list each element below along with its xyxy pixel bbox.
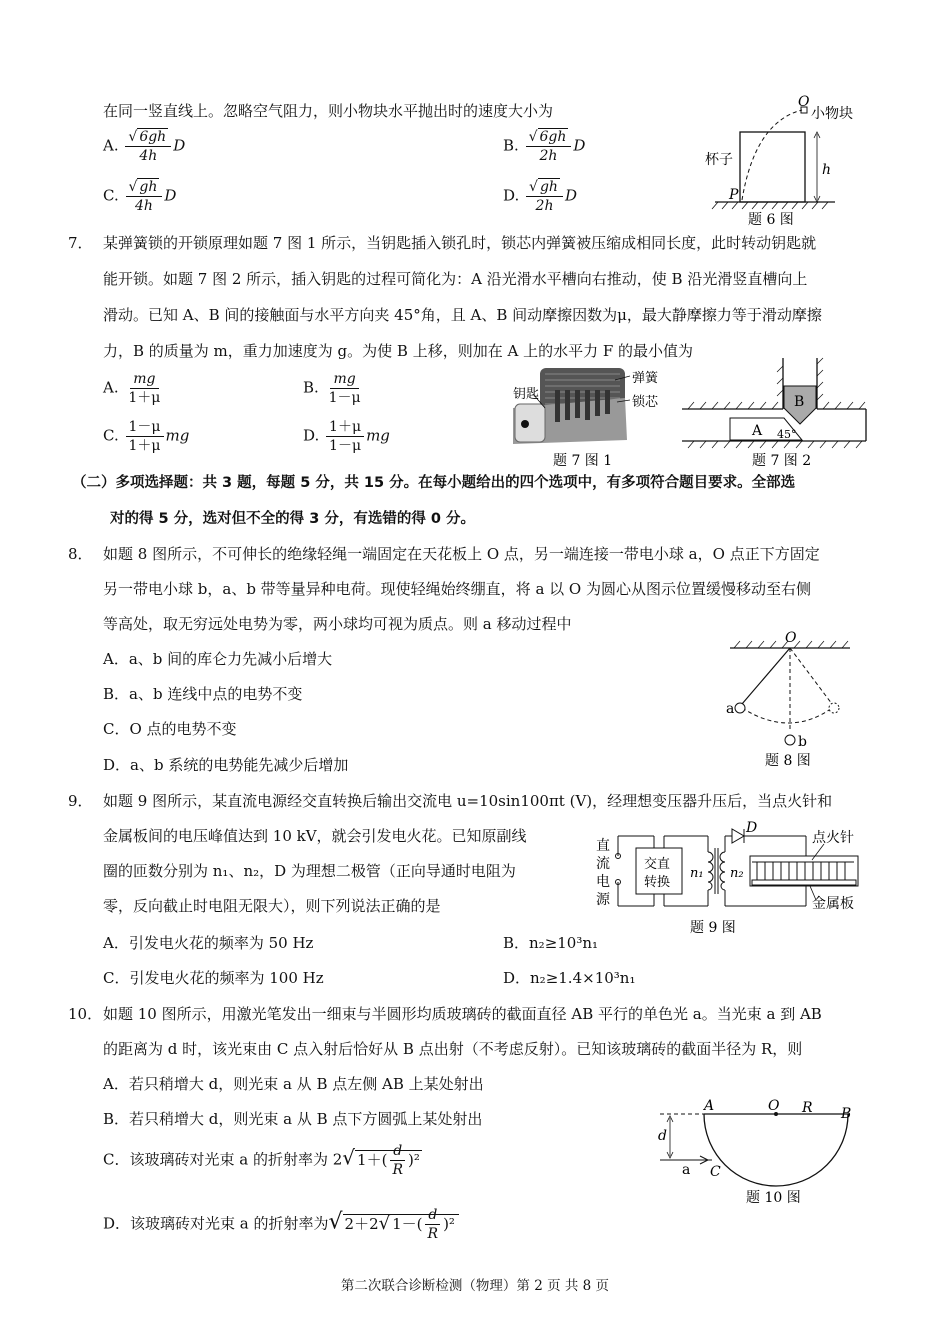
label-key: 钥匙	[513, 387, 540, 402]
caption: 题 9 图	[690, 920, 736, 936]
q7-line2: 能开锁。如题 7 图 2 所示，插入钥匙的过程可简化为：A 沿光滑水平槽向右推动，使 B 沿光滑竖直槽向上	[103, 270, 808, 288]
label-n1: n₁	[690, 866, 704, 881]
expr-coefficient: 2	[332, 1150, 343, 1169]
numerator: 6gh	[139, 129, 167, 145]
label-A: A	[752, 423, 763, 439]
denominator: 1＋μ	[128, 390, 161, 406]
label-P: P	[729, 187, 739, 203]
label-source-3: 电	[596, 874, 610, 890]
q6-stem-tail: 在同一竖直线上。忽略空气阻力，则小物块水平抛出时的速度大小为	[103, 102, 554, 120]
numerator: 1－μ	[126, 418, 164, 437]
option-text: D．该玻璃砖对光束 a 的折射率为	[103, 1214, 329, 1233]
q9-line3: 圈的匝数分别为 n₁、n₂，D 为理想二极管（正向导通时电阻为	[103, 862, 516, 880]
q8-option-a: A．a、b 间的库仑力先减小后增大	[103, 650, 333, 668]
q7-figure-2	[680, 356, 880, 470]
denominator: 1＋μ	[128, 438, 161, 454]
label-source-1: 直	[596, 838, 610, 854]
denominator: 1－μ	[329, 438, 362, 454]
q9-line2: 金属板间的电压峰值达到 10 kV，就会引发电火花。已知原副线	[103, 827, 527, 845]
q8-line1: 如题 8 图所示，不可伸长的绝缘轻绳一端固定在天花板上 O 点，另一端连接一带电小球 a，O 点正下方固定	[103, 545, 820, 563]
label-source-2: 流	[596, 856, 610, 872]
q7-option-a	[103, 370, 165, 407]
q10-line1: 如题 10 图所示，用激光笔发出一细束与半圆形均质玻璃砖的截面直径 AB 平行的单色光 a。当光束 a 到 AB	[103, 1005, 822, 1023]
diode	[732, 829, 744, 843]
semicircle	[704, 1114, 848, 1186]
denominator: 1－μ	[328, 390, 361, 406]
ball-a-final	[829, 703, 839, 713]
option-label: C.	[103, 426, 119, 445]
q7-option-b	[303, 370, 366, 407]
q9-figure	[592, 820, 872, 938]
q9-line4: 零，反向截止时电阻无限大），则下列说法正确的是	[103, 897, 441, 915]
label-needle: 点火针	[812, 830, 854, 846]
label-O: O	[785, 630, 797, 646]
denominator: R	[392, 1162, 403, 1178]
q9-option-a: A．引发电火花的频率为 50 Hz	[103, 934, 314, 952]
numerator: mg	[330, 370, 358, 389]
q7-option-d	[303, 418, 390, 455]
numerator: 1＋μ	[326, 418, 364, 437]
q6-option-b: B. $\frac{√ 6gh}{2h}$ D	[503, 129, 586, 164]
q10-option-b: B．若只稍增大 d，则光束 a 从 B 点下方圆弧上某处射出	[103, 1110, 483, 1128]
label-d: d	[658, 1128, 667, 1144]
denominator: 2h	[539, 148, 558, 164]
label-source-4: 源	[596, 892, 610, 908]
var-D: D	[573, 136, 586, 155]
numerator: d	[390, 1142, 405, 1161]
expr-close: )²	[408, 1150, 420, 1169]
cup	[740, 132, 805, 202]
label-converter-2: 转换	[644, 875, 671, 890]
q9-option-b: B．n₂≥10³n₁	[503, 934, 599, 952]
label-core: 锁芯	[632, 395, 659, 410]
mg: mg	[366, 426, 390, 445]
option-label: B.	[303, 378, 319, 397]
q8-line3: 等高处，取无穷远处电势为零，两小球均可视为质点。则 a 移动过程中	[103, 615, 572, 633]
var-D: D	[173, 136, 186, 155]
q9-line1: 如题 9 图所示，某直流电源经交直转换后输出交流电 u=10sin100πt (V)，经理想变压器升压后，当点火针和	[103, 792, 833, 810]
q10-option-c: C．该玻璃砖对光束 a 的折射率为 2√ 1＋( $\frac{d}{R}$ )²	[103, 1143, 420, 1178]
q8-option-b: B．a、b 连线中点的电势不变	[103, 685, 303, 703]
label-C: C	[710, 1164, 721, 1180]
var-D: D	[164, 186, 177, 205]
label-b: b	[798, 734, 807, 750]
label-block: 小物块	[811, 106, 853, 122]
option-label: D.	[503, 186, 520, 205]
numerator: 6gh	[539, 129, 567, 145]
expr-inner: 2＋2	[344, 1214, 379, 1233]
label-R: R	[802, 1100, 813, 1116]
q8-option-d: D．a、b 系统的电势能先减少后增加	[103, 756, 349, 774]
option-label: D.	[303, 426, 320, 445]
q10-option-a: A．若只稍增大 d，则光束 a 从 B 点左侧 AB 上某处射出	[103, 1075, 484, 1093]
numerator: gh	[539, 179, 558, 195]
label-O: O	[768, 1098, 780, 1114]
numerator: mg	[130, 370, 158, 389]
label-A: A	[704, 1098, 715, 1114]
option-label: A.	[103, 136, 119, 155]
option-label: B.	[503, 136, 519, 155]
option-label: A.	[103, 378, 119, 397]
option-label: C.	[103, 186, 119, 205]
ball-a	[735, 703, 745, 713]
mg: mg	[165, 426, 190, 445]
label-n2: n₂	[730, 866, 744, 881]
q6-option-a: A. $\frac{√ 6gh}{4h}$ D	[103, 129, 186, 164]
expr-inner-2: 1－(	[392, 1214, 423, 1233]
q6-figure	[700, 92, 870, 232]
numerator: d	[425, 1206, 440, 1225]
q7-option-c	[103, 418, 189, 455]
caption: 题 7 图 2	[752, 453, 812, 469]
q10-figure	[652, 1098, 862, 1210]
q7-line4: 力，B 的质量为 m，重力加速度为 g。为使 B 上移，则加在 A 上的水平力 F 的最小值为	[103, 342, 694, 360]
q7-line1: 某弹簧锁的开锁原理如题 7 图 1 所示，当钥匙插入锁孔时，锁芯内弹簧被压缩成相同长度，此时转动钥匙就	[103, 234, 817, 252]
section2-line1: （二）多项选择题：共 3 题，每题 5 分，共 15 分。在每小题给出的四个选项中，有多项符合题目要求。全部选	[72, 475, 796, 491]
denominator: 4h	[139, 148, 158, 164]
option-text: C．该玻璃砖对光束 a 的折射率为	[103, 1150, 328, 1169]
label-converter-1: 交直	[644, 857, 671, 872]
expr-close: )²	[443, 1214, 455, 1233]
caption: 题 8 图	[765, 753, 811, 769]
label-D: D	[746, 820, 758, 836]
q8-line2: 另一带电小球 b，a、b 带等量异种电荷。现使轻绳始终绷直，将 a 以 O 为圆心从图示位置缓慢移动至右侧	[103, 580, 812, 598]
label-cup: 杯子	[705, 152, 733, 168]
numerator: gh	[139, 179, 158, 195]
q9-number: 9．	[68, 792, 93, 810]
q10-option-d: D．该玻璃砖对光束 a 的折射率为√ 2＋2√ 1－( $\frac{d}{R}$ )²	[103, 1206, 459, 1243]
q7-line3: 滑动。已知 A、B 间的接触面与水平方向夹 45°角，且 A、B 间动摩擦因数为μ，最大静摩擦力等于滑动摩擦	[103, 306, 822, 324]
metal-plate	[752, 880, 856, 885]
var-D: D	[564, 186, 577, 205]
denominator: 4h	[134, 198, 153, 214]
q6-option-d: D. $\frac{√ gh}{2h}$ D	[503, 179, 577, 214]
label-a: a	[726, 701, 735, 717]
q6-option-c: C. $\frac{√ gh}{4h}$ D	[103, 179, 177, 214]
q10-number: 10．	[68, 1005, 103, 1023]
label-angle: 45°	[777, 428, 797, 441]
denominator: 2h	[535, 198, 554, 214]
q8-option-c: C．O 点的电势不变	[103, 720, 237, 738]
q9-option-c: C．引发电火花的频率为 100 Hz	[103, 969, 324, 987]
q9-option-d: D．n₂≥1.4×10³n₁	[503, 969, 636, 987]
q7-figure-1	[505, 364, 680, 470]
caption: 题 7 图 1	[553, 453, 613, 469]
label-plate: 金属板	[812, 896, 854, 912]
label-O: O	[798, 94, 810, 110]
ball-b	[785, 735, 795, 745]
q7-number: 7．	[68, 234, 93, 252]
q8-number: 8．	[68, 545, 93, 563]
label-spring: 弹簧	[632, 371, 659, 386]
q10-line2: 的距离为 d 时，该光束由 C 点入射后恰好从 B 点出射（不考虑反射）。已知该玻璃砖的截面半径为 R，则	[103, 1040, 803, 1058]
caption: 题 10 图	[746, 1190, 801, 1206]
expr-inner: 1＋(	[357, 1150, 388, 1169]
section2-line2: 对的得 5 分，选对但不全的得 3 分，有选错的得 0 分。	[110, 511, 476, 527]
caption: 题 6 图	[748, 212, 794, 228]
denominator: R	[427, 1226, 439, 1242]
q8-figure	[720, 628, 870, 770]
label-h: h	[822, 162, 832, 178]
page-footer: 第二次联合诊断检测（物理）第 2 页 共 8 页	[340, 1278, 610, 1294]
label-a: a	[682, 1162, 691, 1178]
label-B: B	[794, 394, 805, 410]
label-B: B	[841, 1106, 852, 1122]
